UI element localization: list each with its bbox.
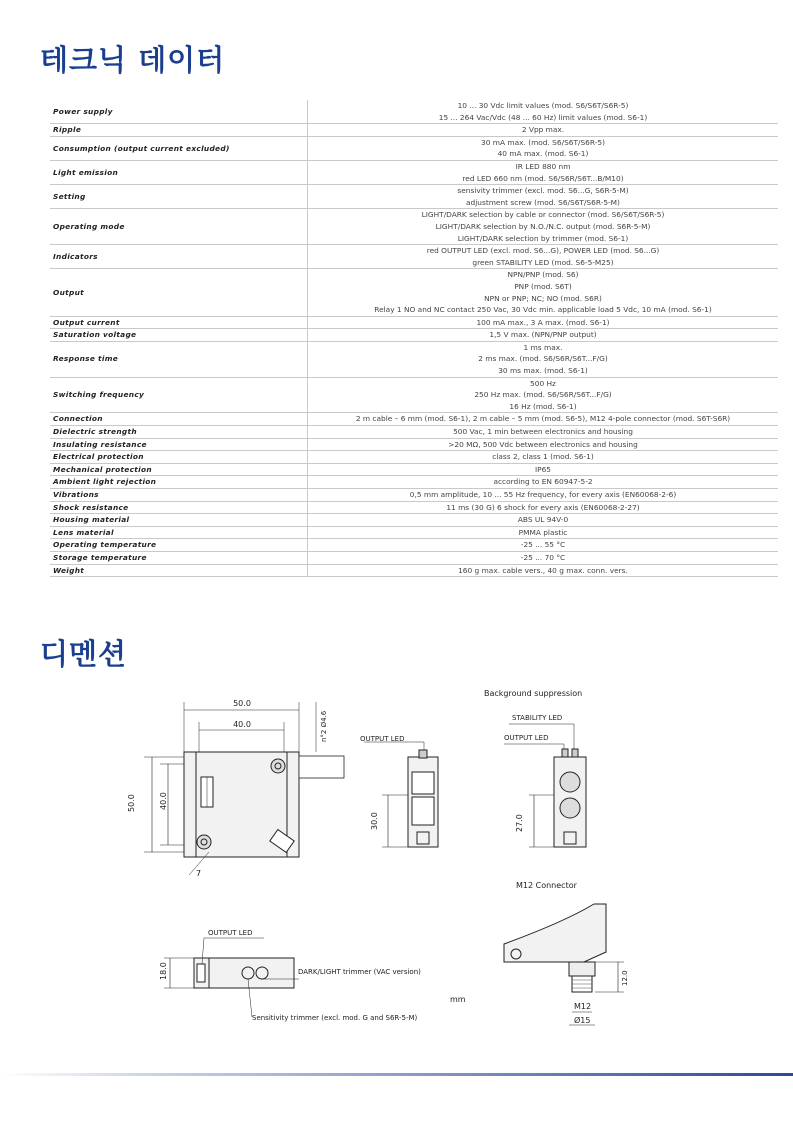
spec-value-line: >20 MΩ, 500 Vdc between electronics and housing (448, 439, 638, 449)
dim-cable: n°2 Ø4.6 (320, 710, 328, 742)
dim-m12: M12 (574, 1002, 592, 1011)
spec-row (50, 526, 778, 539)
spec-value-line: 1,5 V max. (NPN/PNP output) (489, 330, 597, 340)
spec-value-line: Relay 1 NO and NC contact 250 Vac, 30 Vdc min. applicable load 5 Vdc, 10 mA (mod. S6-1) (374, 305, 712, 315)
spec-label: Light emission (50, 160, 308, 184)
spec-row (50, 341, 778, 377)
spec-value-line: IP65 (534, 464, 552, 474)
spec-row (50, 476, 778, 489)
page-title-dimensions: 디멘션 (40, 637, 128, 671)
dark-light-trimmer-label: DARK/LIGHT trimmer (VAC version) (298, 968, 421, 976)
dim-50-side: 50.0 (127, 794, 136, 812)
spec-label: Electrical protection (50, 451, 308, 464)
spec-row (50, 463, 778, 476)
spec-label: Lens material (50, 526, 308, 539)
spec-value-line: sensivity trimmer (excl. mod. S6...G, S6R-5-M) (457, 186, 629, 196)
spec-value-line: 160 g max. cable vers., 40 g max. conn. vers. (458, 565, 628, 575)
spec-row (50, 413, 778, 426)
spec-value-line: 1 ms max. (523, 342, 563, 352)
spec-value (308, 476, 779, 489)
spec-label: Operating temperature (50, 539, 308, 552)
spec-value (308, 539, 779, 552)
spec-value-line: -25 ... 55 °C (520, 540, 566, 550)
spec-value (308, 551, 779, 564)
spec-row (50, 329, 778, 342)
unit-mm: mm (450, 995, 466, 1004)
spec-label: Response time (50, 341, 308, 377)
spec-row (50, 316, 778, 329)
spec-label: Storage temperature (50, 551, 308, 564)
spec-row (50, 124, 778, 137)
spec-value-line: PNP (mod. S6T) (514, 281, 572, 291)
dim-40-side: 40.0 (159, 792, 168, 810)
dim-30: 30.0 (370, 812, 379, 830)
spec-value (308, 124, 779, 137)
spec-value-line: 2 m cable – 6 mm (mod. S6-1), 2 m cable – 5 mm (mod. S6-5), M12 4-pole connector (mod. S6T-S6R) (355, 414, 731, 424)
spec-value-line: 30 ms max. (mod. S6-1) (498, 366, 588, 376)
spec-value (308, 526, 779, 539)
spec-value (308, 377, 779, 413)
spec-value-line: green STABILITY LED (mod. S6-5-M25) (472, 257, 614, 267)
spec-value (308, 413, 779, 426)
spec-row (50, 136, 778, 160)
dim-18: 18.0 (159, 962, 168, 980)
spec-label: Shock resistance (50, 501, 308, 514)
spec-value-line: red LED 660 nm (mod. S6/S6R/S6T...B/M10) (462, 173, 624, 183)
spec-value-line: 500 Hz (530, 378, 556, 388)
spec-value (308, 185, 779, 209)
spec-value (308, 463, 779, 476)
spec-label: Switching frequency (50, 377, 308, 413)
spec-label: Housing material (50, 514, 308, 527)
spec-row (50, 501, 778, 514)
spec-label: Indicators (50, 245, 308, 269)
spec-value-line: class 2, class 1 (mod. S6-1) (492, 452, 594, 462)
spec-value (308, 269, 779, 316)
spec-label: Weight (50, 564, 308, 577)
spec-value-line: LIGHT/DARK selection by N.O./N.C. output (mod. S6R-5-M) (435, 221, 651, 231)
spec-label: Mechanical protection (50, 463, 308, 476)
spec-row (50, 160, 778, 184)
spec-row (50, 514, 778, 527)
spec-row (50, 100, 778, 124)
spec-value-line: LIGHT/DARK selection by trimmer (mod. S6-1) (457, 233, 629, 243)
spec-row (50, 185, 778, 209)
spec-value-line: 2 ms max. (mod. S6/S6R/S6T...F/G) (478, 354, 608, 364)
spec-value-line: PMMA plastic (518, 527, 568, 537)
dim-40-top: 40.0 (233, 720, 251, 729)
spec-label: Output current (50, 316, 308, 329)
dim-12: 12.0 (621, 970, 629, 986)
spec-row (50, 209, 778, 245)
spec-row (50, 377, 778, 413)
spec-row (50, 245, 778, 269)
spec-value-line: 100 mA max., 3 A max. (mod. S6-1) (476, 317, 610, 327)
spec-label: Consumption (output current excluded) (50, 136, 308, 160)
spec-row (50, 426, 778, 439)
spec-row (50, 451, 778, 464)
spec-row (50, 551, 778, 564)
footer-divider (0, 1073, 793, 1076)
spec-label: Insulating resistance (50, 438, 308, 451)
spec-value (308, 514, 779, 527)
spec-label: Power supply (50, 100, 308, 124)
sensitivity-trimmer-label: Sensitivity trimmer (excl. mod. G and S6R-5-M) (252, 1014, 418, 1022)
spec-value (308, 341, 779, 377)
dim-50-top: 50.0 (233, 699, 251, 708)
spec-label: Vibrations (50, 489, 308, 502)
spec-value-line: NPN or PNP; NC; NO (mod. S6R) (484, 293, 602, 303)
background-suppression-title: Background suppression (484, 689, 583, 698)
spec-value (308, 451, 779, 464)
spec-value-line: 10 ... 30 Vdc limit values (mod. S6/S6T/S6R-5) (457, 101, 629, 110)
output-led-label-1: OUTPUT LED (360, 735, 405, 743)
spec-value-line: NPN/PNP (mod. S6) (507, 270, 579, 280)
spec-row (50, 564, 778, 577)
spec-value-line: 16 Hz (mod. S6-1) (509, 401, 577, 411)
spec-value-line: 250 Hz max. (mod. S6/S6R/S6T...F/G) (474, 390, 612, 400)
specs-table (50, 100, 778, 577)
spec-value-line: 2 Vpp max. (521, 125, 565, 135)
spec-value-line: red OUTPUT LED (excl. mod. S6...G), POWER LED (mod. S6...G) (426, 246, 660, 256)
spec-value (308, 564, 779, 577)
spec-label: Output (50, 269, 308, 316)
spec-value (308, 316, 779, 329)
dimension-drawing (124, 682, 712, 1034)
spec-value-line: 30 mA max. (mod. S6/S6T/S6R-5) (481, 137, 605, 147)
m12-connector-title: M12 Connector (516, 881, 577, 890)
spec-value-line: 15 ... 264 Vac/Vdc (48 ... 60 Hz) limit values (mod. S6-1) (438, 112, 648, 122)
spec-value-line: 11 ms (30 G) 6 shock for every axis (EN60068-2-27) (446, 502, 640, 512)
spec-value (308, 438, 779, 451)
spec-value (308, 245, 779, 269)
spec-value (308, 329, 779, 342)
spec-row (50, 269, 778, 316)
spec-label: Ripple (50, 124, 308, 137)
spec-value-line: 0,5 mm amplitude, 10 ... 55 Hz frequency, for every axis (EN60068-2-6) (409, 490, 677, 499)
spec-value-line: according to EN 60947-5-2 (493, 477, 593, 487)
dim-7: 7 (196, 869, 202, 878)
spec-value (308, 501, 779, 514)
dim-d15: Ø15 (574, 1016, 591, 1025)
spec-value (308, 100, 779, 124)
output-led-label-3: OUTPUT LED (208, 929, 253, 937)
spec-row (50, 438, 778, 451)
spec-label: Ambient light rejection (50, 476, 308, 489)
spec-value-line: 40 mA max. (mod. S6-1) (497, 149, 589, 159)
spec-value-line: 500 Vac, 1 min between electronics and housing (453, 427, 633, 437)
page-title-tech-data: 테크닉 데이터 (40, 43, 226, 77)
spec-value (308, 426, 779, 439)
spec-value-line: -25 ... 70 °C (520, 552, 566, 562)
stability-led-label: STABILITY LED (512, 714, 563, 722)
spec-value (308, 489, 779, 502)
spec-label: Operating mode (50, 209, 308, 245)
spec-value-line: ABS UL 94V-0 (517, 515, 569, 525)
spec-label: Dielectric strength (50, 426, 308, 439)
spec-row (50, 539, 778, 552)
spec-value-line: IR LED 880 nm (515, 161, 571, 171)
spec-value (308, 209, 779, 245)
spec-value (308, 160, 779, 184)
spec-label: Setting (50, 185, 308, 209)
output-led-label-2: OUTPUT LED (504, 734, 549, 742)
spec-value-line: LIGHT/DARK selection by cable or connector (mod. S6/S6T/S6R-5) (421, 210, 665, 220)
spec-row (50, 489, 778, 502)
spec-value-line: adjustment screw (mod. S6/S6T/S6R-5-M) (466, 197, 620, 207)
spec-label: Saturation voltage (50, 329, 308, 342)
spec-label: Connection (50, 413, 308, 426)
spec-value (308, 136, 779, 160)
dim-27: 27.0 (515, 814, 524, 832)
